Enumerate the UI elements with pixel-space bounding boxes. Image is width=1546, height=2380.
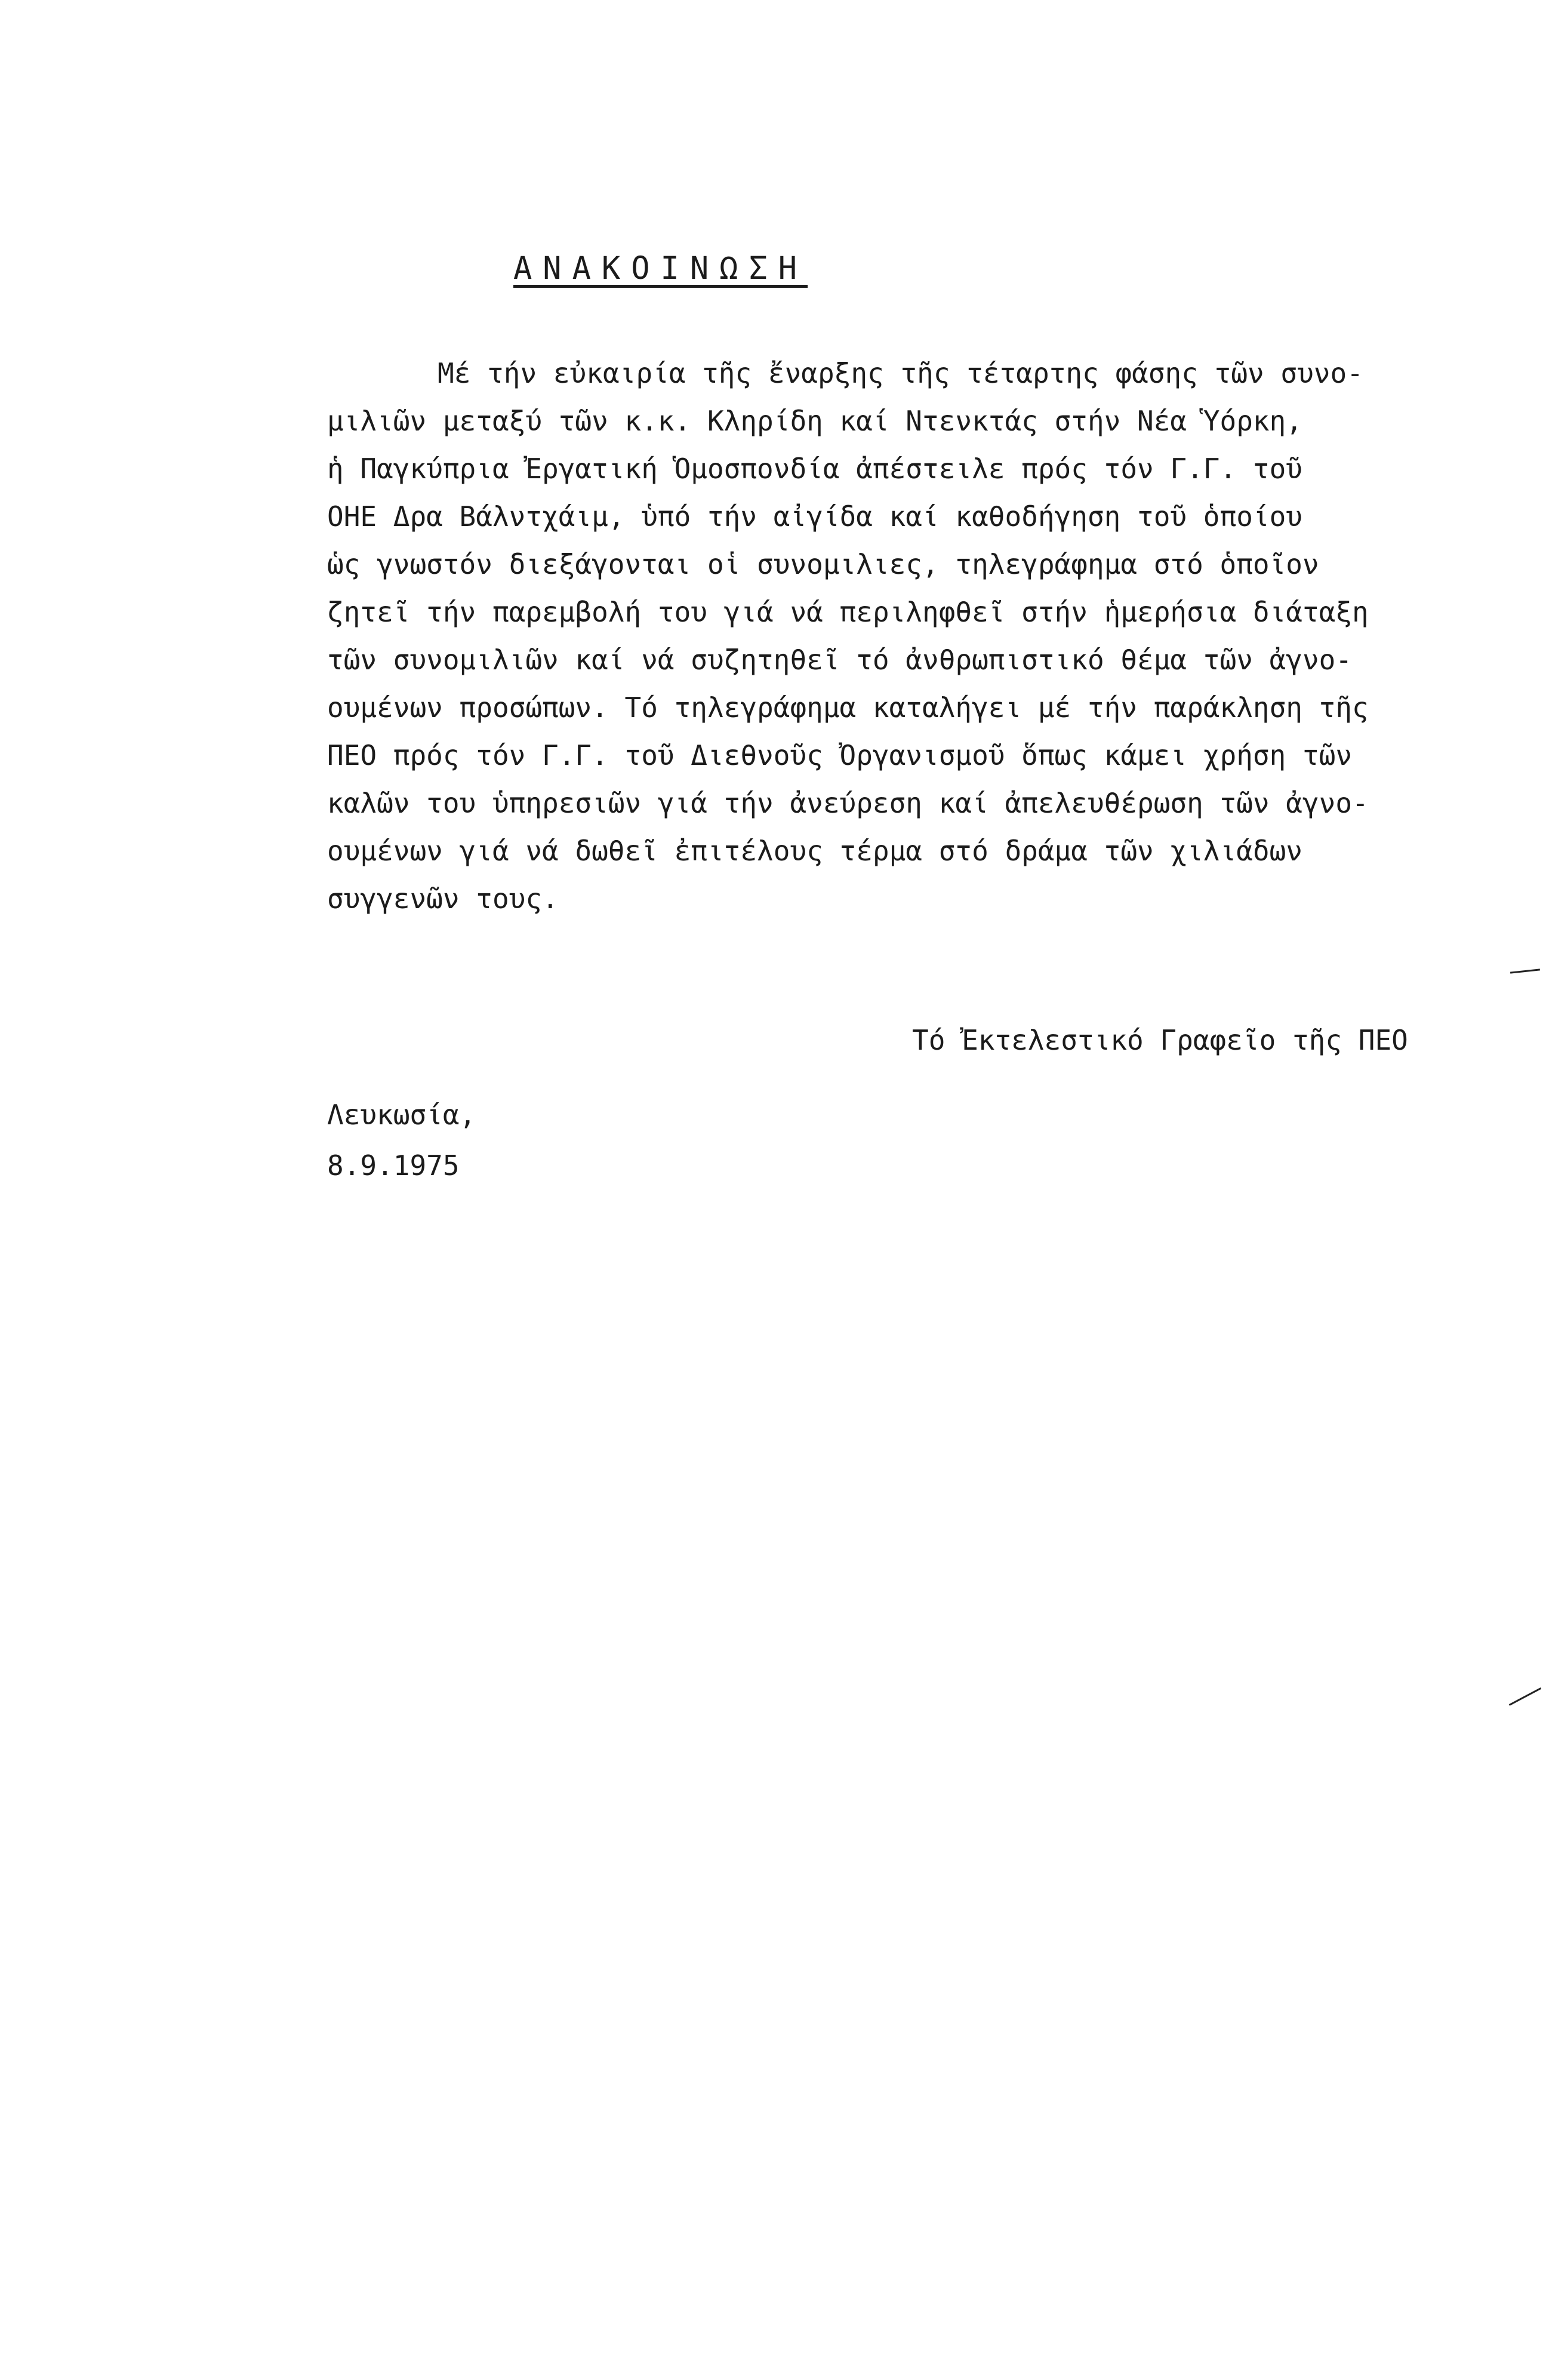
- body-line: ἡ Παγκύπρια Ἐργατική Ὁμοσπονδία ἀπέστειλε πρός τόν Γ.Γ. τοῦ: [327, 453, 1302, 485]
- body-line: καλῶν του ὑπηρεσιῶν γιά τήν ἀνεύρεση καί ἀπελευθέρωση τῶν ἀγνο-: [327, 787, 1369, 819]
- body-line: μιλιῶν μεταξύ τῶν κ.κ. Κληρίδη καί Ντενκτάς στήν Νέα Ὑόρκη,: [327, 405, 1302, 437]
- body-line: ουμένων γιά νά δωθεῖ ἐπιτέλους τέρμα στό δράμα τῶν χιλιάδων: [327, 835, 1302, 867]
- margin-mark: [1509, 1687, 1541, 1706]
- announcement-body: [327, 349, 1461, 923]
- body-line: ΠΕΟ πρός τόν Γ.Γ. τοῦ Διεθνοῦς Ὀργανισμοῦ ὅπως κάμει χρήση τῶν: [327, 739, 1353, 771]
- body-line: ΟΗΕ Δρα Βάλντχάιμ, ὑπό τήν αἰγίδα καί καθοδήγηση τοῦ ὁποίου: [327, 500, 1302, 533]
- body-line: ουμένων προσώπων. Τό τηλεγράφημα καταλήγει μέ τήν παράκληση τῆς: [327, 691, 1369, 724]
- date: 8.9.1975: [327, 1149, 460, 1182]
- margin-mark: [1510, 968, 1540, 973]
- body-line: συγγενῶν τους.: [327, 882, 559, 915]
- document-title: ΑΝΑΚΟΙΝΩΣΗ: [513, 251, 808, 287]
- body-line: ζητεῖ τήν παρεμβολή του γιά νά περιληφθεῖ στήν ἡμερήσια διάταξη: [327, 596, 1369, 628]
- body-line: Μέ τήν εὐκαιρία τῆς ἔναρξης τῆς τέταρτης φάσης τῶν συνο-: [438, 357, 1363, 389]
- body-line: τῶν συνομιλιῶν καί νά συζητηθεῖ τό ἀνθρωπιστικό θέμα τῶν ἀγνο-: [327, 644, 1353, 676]
- body-line: ὡς γνωστόν διεξάγονται οἱ συνομιλιες, τηλεγράφημα στό ὁποῖον: [327, 548, 1319, 580]
- place: Λευκωσία,: [327, 1099, 476, 1131]
- signature: Τό Ἐκτελεστικό Γραφεῖο τῆς ΠΕΟ: [912, 1024, 1408, 1056]
